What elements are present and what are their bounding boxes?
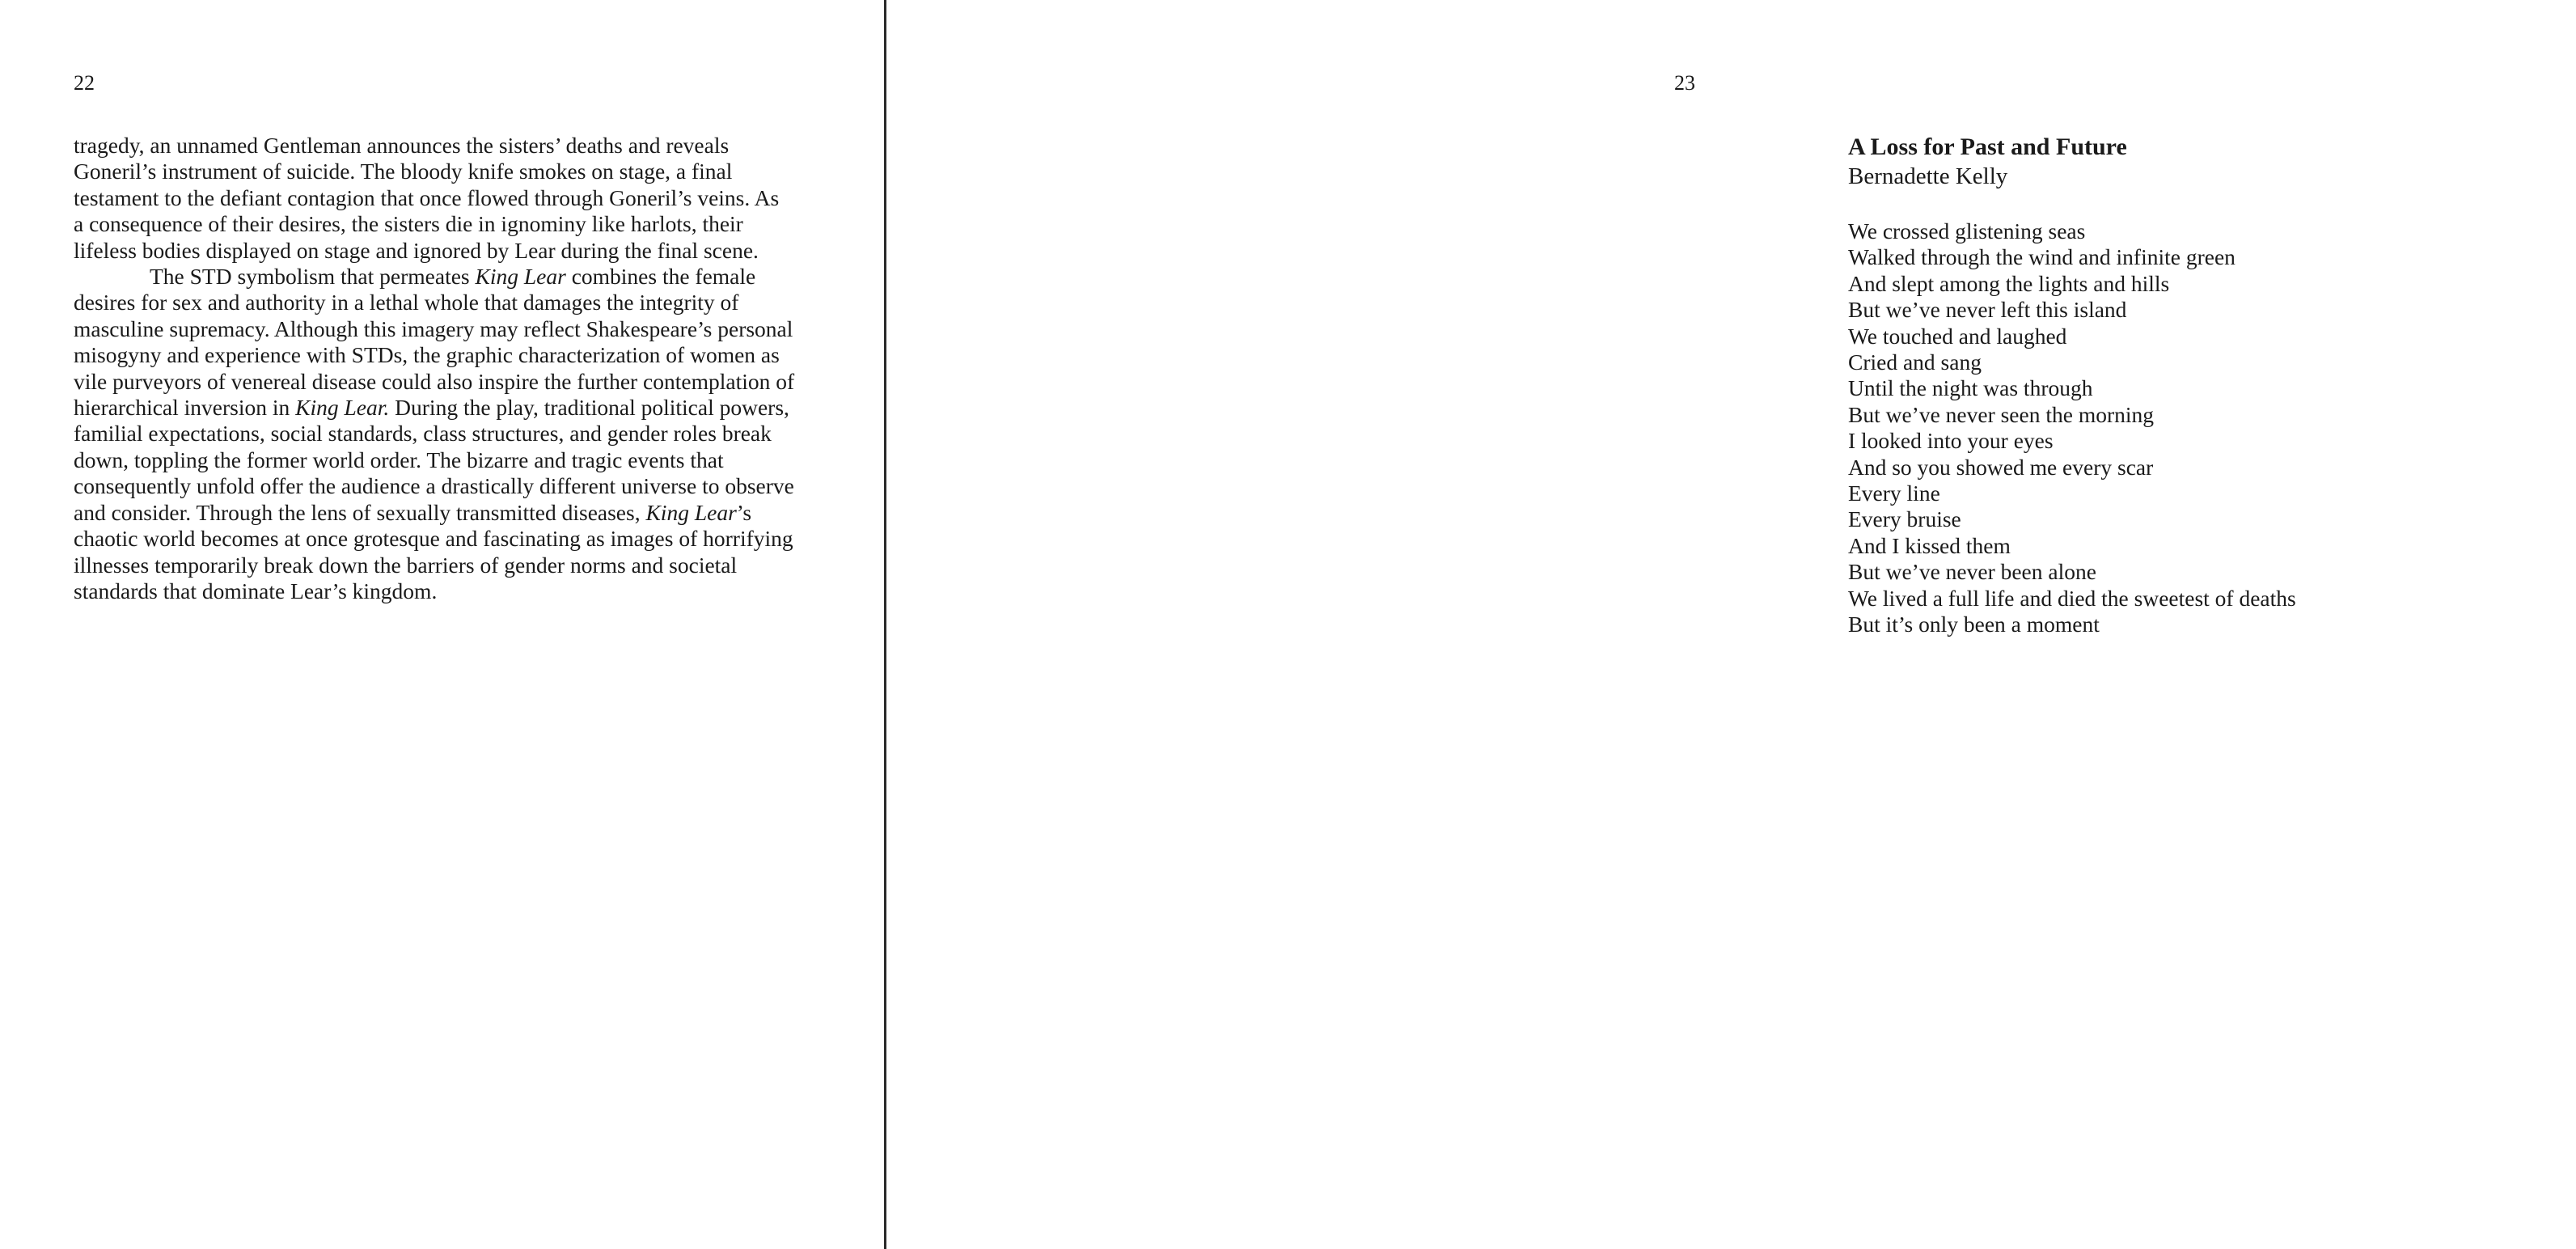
poem-line: And I kissed them (1848, 532, 2011, 558)
poem (1848, 133, 2576, 638)
text-run: vile purveyors of venereal disease could also inspire the further contemplation of (74, 368, 795, 394)
text-line (74, 447, 882, 473)
text-run: ’s (736, 499, 752, 525)
italic-title: King Lear (645, 499, 737, 525)
text-line (74, 211, 882, 237)
text-line (74, 369, 882, 395)
text-line (74, 553, 882, 578)
poem-line: We crossed glistening seas (1848, 218, 2086, 243)
text-run: chaotic world becomes at once grotesque and fascinating as images of horrifying (74, 526, 793, 552)
text-line (74, 316, 882, 342)
text-line (74, 185, 882, 211)
poem-line: Until the night was through (1848, 375, 2093, 401)
text-run: masculine supremacy. Although this imagery may reflect Shakespeare’s personal (74, 315, 793, 341)
poem-line: Cried and sang (1848, 349, 1982, 375)
poem-line: But we’ve never been alone (1848, 559, 2096, 585)
page-number-left: 22 (74, 71, 95, 95)
text-line (74, 500, 882, 526)
text-line (74, 133, 882, 159)
poem-line: Walked through the wind and infinite green (1848, 244, 2235, 270)
text-line (74, 578, 882, 604)
text-run: combines the female (565, 264, 756, 290)
italic-title: King Lear. (295, 395, 390, 421)
text-line (74, 290, 882, 315)
text-line (74, 159, 882, 184)
poem-line: We touched and laughed (1848, 323, 2067, 349)
text-run: lifeless bodies displayed on stage and ignored by Lear during the final scene. (74, 237, 759, 263)
text-run: During the play, traditional political powers, (389, 395, 789, 421)
text-line (74, 238, 882, 264)
poem-line: But we’ve never left this island (1848, 297, 2127, 323)
text-run: down, toppling the former world order. The bizarre and tragic events that (74, 447, 724, 472)
text-run: and consider. Through the lens of sexually transmitted diseases, (74, 499, 646, 525)
poem-line: Every bruise (1848, 506, 1961, 532)
text-run: standards that dominate Lear’s kingdom. (74, 578, 438, 603)
text-run: illnesses temporarily break down the barriers of gender norms and societal (74, 552, 738, 578)
essay-text (74, 133, 882, 604)
poem-line: But we’ve never seen the morning (1848, 401, 2155, 427)
text-run: hierarchical inversion in (74, 395, 296, 421)
text-run: a consequence of their desires, the sisters die in ignominy like harlots, their (74, 211, 743, 237)
left-page (0, 0, 884, 1249)
text-line (74, 473, 882, 499)
poem-title: A Loss for Past and Future (1848, 133, 2127, 160)
text-line (74, 264, 882, 290)
text-run: Goneril’s instrument of suicide. The bloody knife smokes on stage, a final (74, 159, 733, 184)
poem-line: But it’s only been a moment (1848, 612, 2100, 637)
text-line (74, 395, 882, 421)
poem-line: Every line (1848, 481, 1940, 506)
text-line (74, 421, 882, 447)
text-line (74, 342, 882, 368)
text-run: tragedy, an unnamed Gentleman announces the sisters’ deaths and reveals (74, 133, 730, 158)
right-page (886, 0, 2296, 1249)
text-run: consequently unfold offer the audience a drastically different universe to observe (74, 473, 794, 499)
poem-line: And so you showed me every scar (1848, 454, 2154, 480)
text-run: misogyny and experience with STDs, the graphic characterization of women as (74, 342, 780, 368)
page-number-right: 23 (1674, 71, 1695, 95)
poem-body (1848, 218, 2576, 638)
text-run: desires for sex and authority in a lethal whole that damages the integrity of (74, 290, 739, 315)
text-run: familial expectations, social standards, class structures, and gender roles break (74, 421, 772, 447)
poem-author: Bernadette Kelly (1848, 163, 2008, 189)
poem-line: I looked into your eyes (1848, 428, 2054, 454)
poem-line: And slept among the lights and hills (1848, 270, 2170, 296)
text-line (74, 526, 882, 552)
text-run: testament to the defiant contagion that once flowed through Goneril’s veins. As (74, 184, 780, 210)
text-run: The STD symbolism that permeates (150, 264, 476, 290)
italic-title: King Lear (475, 264, 566, 290)
poem-line: We lived a full life and died the sweetest of deaths (1848, 585, 2296, 611)
